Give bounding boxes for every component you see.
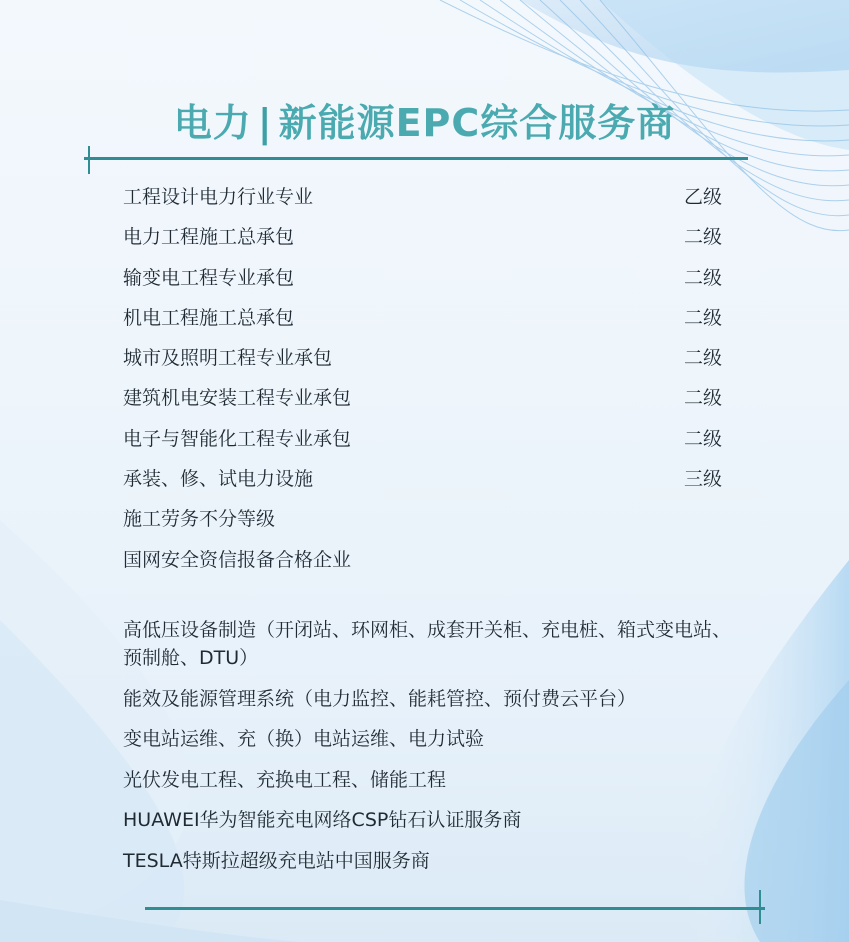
bottom-divider	[145, 907, 765, 910]
qualification-row	[123, 182, 735, 222]
qualification-level: 二级	[683, 306, 722, 329]
service-item: TESLA特斯拉超级充电站中国服务商	[123, 849, 430, 872]
top-divider-tick	[88, 146, 90, 174]
service-item: 能效及能源管理系统（电力监控、能耗管控、预付费云平台）	[123, 687, 637, 710]
bottom-divider-tick	[759, 890, 761, 924]
qualification-row	[123, 545, 735, 585]
qualification-level: 二级	[683, 266, 722, 289]
qualification-row	[123, 504, 735, 544]
title-separator: |	[257, 101, 273, 145]
service-item: 变电站运维、充（换）电站运维、电力试验	[123, 728, 485, 750]
title-left: 电力	[173, 101, 252, 145]
qualification-name: 输变电工程专业承包	[123, 266, 295, 289]
qualification-row	[123, 424, 735, 464]
qualification-row	[123, 263, 735, 303]
page-title	[0, 92, 849, 147]
qualification-level: 三级	[683, 468, 722, 491]
qualification-level: 乙级	[683, 186, 722, 208]
qualification-name: 承装、修、试电力设施	[123, 468, 314, 491]
qualification-row	[123, 303, 735, 343]
qualification-level: 二级	[683, 427, 722, 450]
title-right: 新能源EPC综合服务商	[278, 101, 676, 145]
service-item: 高低压设备制造（开闭站、环网柜、成套开关柜、充电桩、箱式变电站、预制舱、DTU）	[123, 619, 732, 669]
qualification-row	[123, 383, 735, 423]
qualification-name: 工程设计电力行业专业	[123, 186, 314, 208]
qualification-row	[123, 343, 735, 383]
qualification-row	[123, 222, 735, 262]
qualification-name: 建筑机电安装工程专业承包	[123, 387, 352, 410]
qualification-level: 二级	[683, 226, 722, 249]
top-divider	[84, 157, 748, 160]
service-item: 光伏发电工程、充换电工程、储能工程	[123, 768, 447, 791]
qualification-name: 施工劳务不分等级	[123, 508, 276, 531]
qualification-row	[123, 464, 735, 504]
qualification-name: 电力工程施工总承包	[123, 226, 295, 249]
qualification-level: 二级	[683, 387, 722, 410]
qualification-level: 二级	[683, 347, 722, 370]
qualification-name: 城市及照明工程专业承包	[123, 347, 333, 370]
qualification-name: 国网安全资信报备合格企业	[123, 548, 352, 571]
qualification-name: 电子与智能化工程专业承包	[123, 427, 352, 450]
qualification-name: 机电工程施工总承包	[123, 306, 295, 329]
service-item: HUAWEI华为智能充电网络CSP钻石认证服务商	[123, 809, 522, 831]
service-list	[123, 616, 743, 887]
qualification-list	[123, 182, 735, 585]
